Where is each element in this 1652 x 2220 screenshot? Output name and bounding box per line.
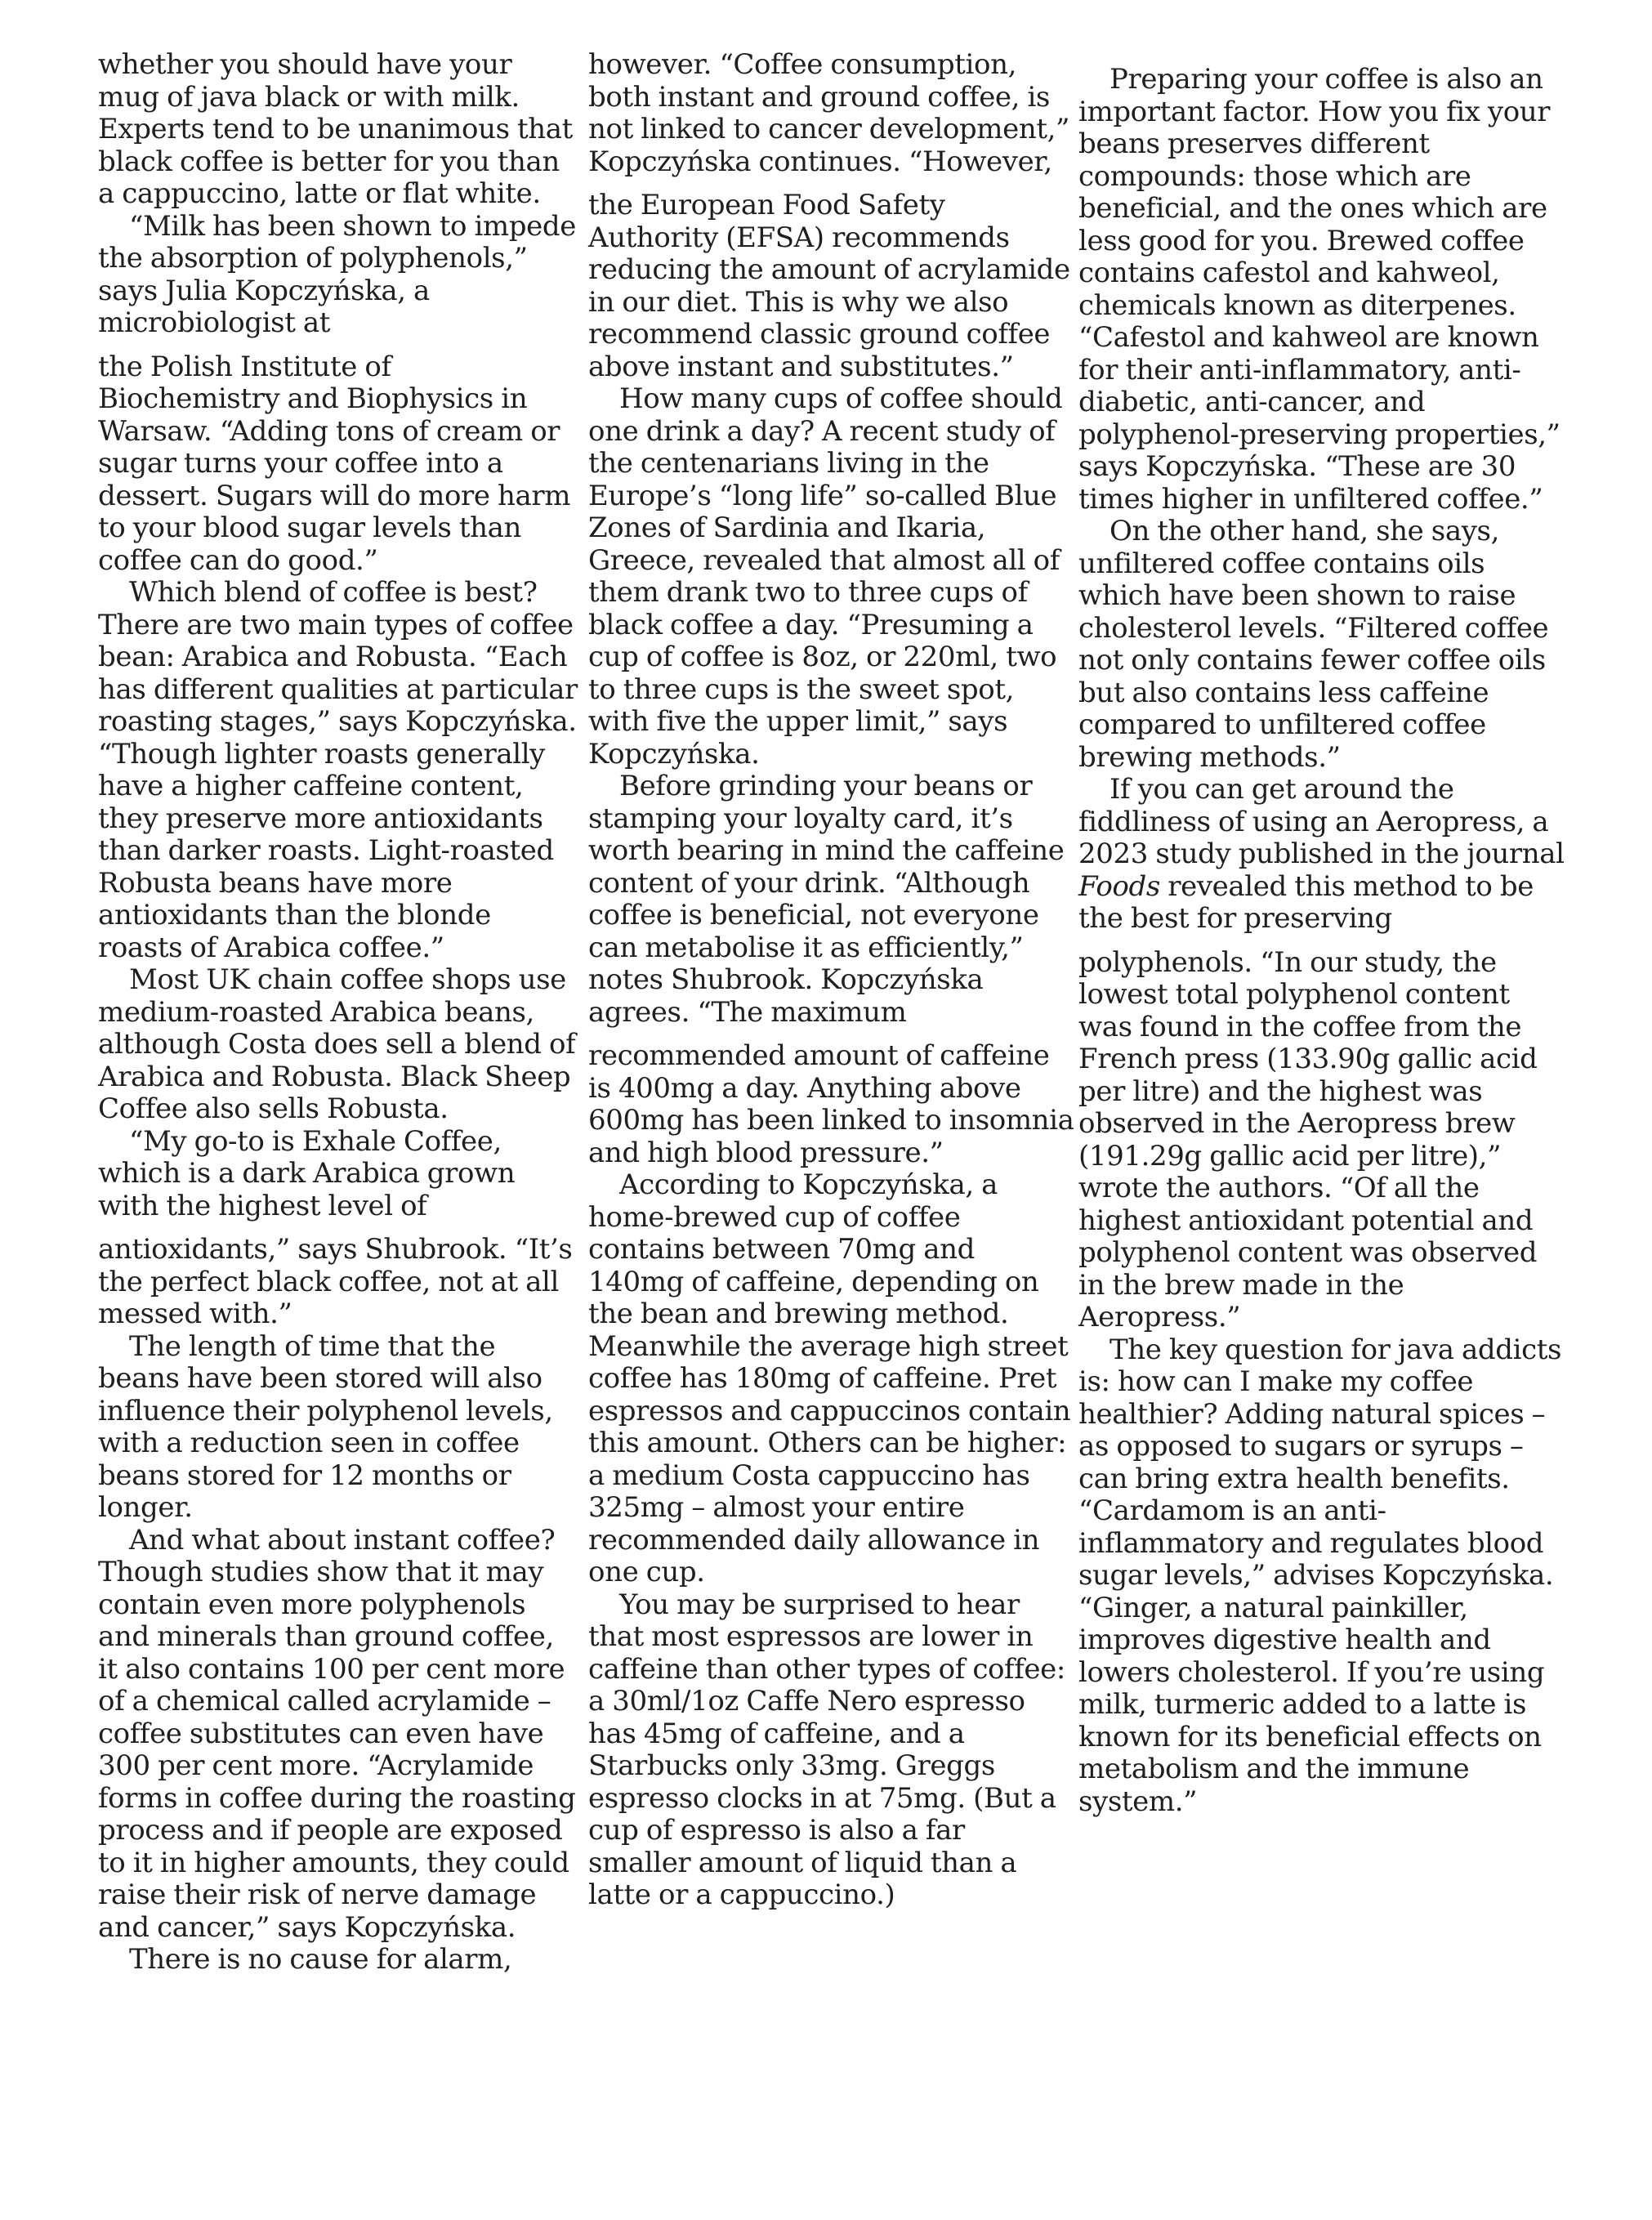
paragraph: And what about instant coffee? Though studies show that it may contain even more polyphenols and minerals than ground coffee, it also contains 100 per cent more of a chemical called acrylamide – coffee substitutes can even have 300 per cent more. “Acrylamide forms in coffee during the roasting process and if people are exposed to it in higher amounts, they could raise their risk of nerve damage and cancer,” says Kopczyńska. <box>98 1523 576 1944</box>
paragraph: recommended amount of caffeine is 400mg a day. Anything above 600mg has been linked to insomnia and high blood pressure.” <box>588 1039 1074 1169</box>
page-bottom-margin <box>0 1995 1652 2220</box>
column-break <box>98 340 580 351</box>
paragraph: How many cups of coffee should one drink a day? A recent study of the centenarians living in the Europe’s “long life” so-called Blue Zones of Sardinia and Ikaria, Greece, revealed that almost all of them drank two to three cups of black coffee a day. “Presuming a cup of coffee is 8oz, or 220ml, two to three cups is the sweet spot, with five the upper limit,” says Kopczyńska. <box>588 382 1063 771</box>
column-break <box>588 178 1074 190</box>
paragraph: The length of time that the beans have been stored will also influence their polyphenol levels, with a reduction seen in coffee beans stored for 12 months or longer. <box>98 1329 553 1524</box>
paragraph-text: If you can get around the fiddliness of using an Aeropress, a 2023 study published in the journal <box>1078 773 1565 870</box>
paragraph <box>1078 774 1569 936</box>
paragraph: whether you should have your mug of java black or with milk. Experts tend to be unanimous that black coffee is better for you than a cappuccino, latte or flat white. <box>98 48 573 210</box>
column-break <box>1078 936 1569 947</box>
paragraph: Which blend of coffee is best? There are two main types of coffee bean: Arabica and Robusta. “Each has different qualities at particular roasting stages,” says Kopczyńska. “Though lighter roasts generally have a higher caffeine content, they preserve more antioxidants than darker roasts. Light-roasted Robusta beans have more antioxidants than the blonde roasts of Arabica coffee.” <box>98 576 578 964</box>
column-break <box>588 1029 1074 1040</box>
journal-title: Foods <box>1078 869 1160 903</box>
paragraph: polyphenols. “In our study, the lowest total polyphenol content was found in the coffee from the French press (133.90g gallic acid per litre) and the highest was observed in the Aeropress brew (191.29g gallic acid per litre),” wrote the authors. “Of all the highest antioxidant potential and polyphenol content was observed in the brew made in the Aeropress.” <box>1078 945 1538 1333</box>
paragraph: You may be surprised to hear that most espressos are lower in caffeine than other types of coffee: a 30ml/1oz Caffe Nero espresso has 45mg of caffeine, and a Starbucks only 33mg. Greggs espresso clocks in at 75mg. (But a cup of espresso is also a far smaller amount of liquid than a latte or a cappuccino.) <box>588 1588 1065 1911</box>
paragraph: the European Food Safety Authority (EFSA) recommends reducing the amount of acrylamide in our diet. This is why we also recommend classic ground coffee above instant and substitutes.” <box>588 189 1070 383</box>
paragraph-text: revealed this method to be the best for preserving <box>1078 869 1534 935</box>
paragraph: On the other hand, she says, unfiltered coffee contains oils which have been shown to raise cholesterol levels. “Filtered coffee not only contains fewer coffee oils but also contains less caffeine compared to unfiltered coffee brewing methods.” <box>1078 515 1549 774</box>
paragraph: “My go-to is Exhale Coffee, which is a dark Arabica grown with the highest level of <box>98 1124 516 1222</box>
column-break <box>98 1222 580 1234</box>
paragraph: According to Kopczyńska, a home-brewed cup of coffee contains between 70mg and 140mg of caffeine, depending on the bean and brewing method. Meanwhile the average high street coffee has 180mg of caffeine. Pret espressos and cappuccinos contain this amount. Others can be higher: a medium Costa cappuccino has 325mg – almost your entire recommended daily allowance in one cup. <box>588 1168 1071 1588</box>
paragraph: The key question for java addicts is: how can I make my coffee healthier? Adding natural spices – as opposed to sugars or syrups – can bring extra health benefits. “Cardamom is an anti-inflammatory and regulates blood sugar levels,” advises Kopczyńska. “Ginger, a natural painkiller, improves digestive health and lowers cholesterol. If you’re using milk, turmeric added to a latte is known for its beneficial effects on metabolism and the immune system.” <box>1078 1333 1562 1818</box>
paragraph: antioxidants,” says Shubrook. “It’s the perfect black coffee, not at all messed with.” <box>98 1233 573 1330</box>
paragraph: There is no cause for alarm, <box>129 1943 512 1976</box>
paragraph: Preparing your coffee is also an important factor. How you fix your beans preserves different compounds: those which are beneficial, and the ones which are less good for you. Brewed coffee contains cafestol and kahweol, chemicals known as diterpenes. “Cafestol and kahweol are known for their anti-inflammatory, anti-diabetic, anti-cancer, and polyphenol-preserving properties,” says Kopczyńska. “These are 30 times higher in unfiltered coffee.” <box>1078 63 1560 516</box>
article-column-1 <box>98 49 580 1977</box>
paragraph: “Milk has been shown to impede the absorption of polyphenols,” says Julia Kopczyńska, a microbiologist at <box>98 209 576 339</box>
article-column-3 <box>1078 64 1569 1818</box>
paragraph: the Polish Institute of Biochemistry and Biophysics in Warsaw. “Adding tons of cream or sugar turns your coffee into a dessert. Sugars will do more harm to your blood sugar levels than coffee can do good.” <box>98 350 571 577</box>
paragraph: however. “Coffee consumption, both instant and ground coffee, is not linked to cancer development,” Kopczyńska continues. “However, <box>588 48 1069 178</box>
article-column-2 <box>588 49 1074 1912</box>
paragraph: Before grinding your beans or stamping your loyalty card, it’s worth bearing in mind the caffeine content of your drink. “Although coffee is beneficial, not everyone can metabolise it as efficiently,” notes Shubrook. Kopczyńska agrees. “The maximum <box>588 770 1065 1029</box>
paragraph: Most UK chain coffee shops use medium-roasted Arabica beans, although Costa does sell a blend of Arabica and Robusta. Black Sheep Coffee also sells Robusta. <box>98 963 576 1125</box>
